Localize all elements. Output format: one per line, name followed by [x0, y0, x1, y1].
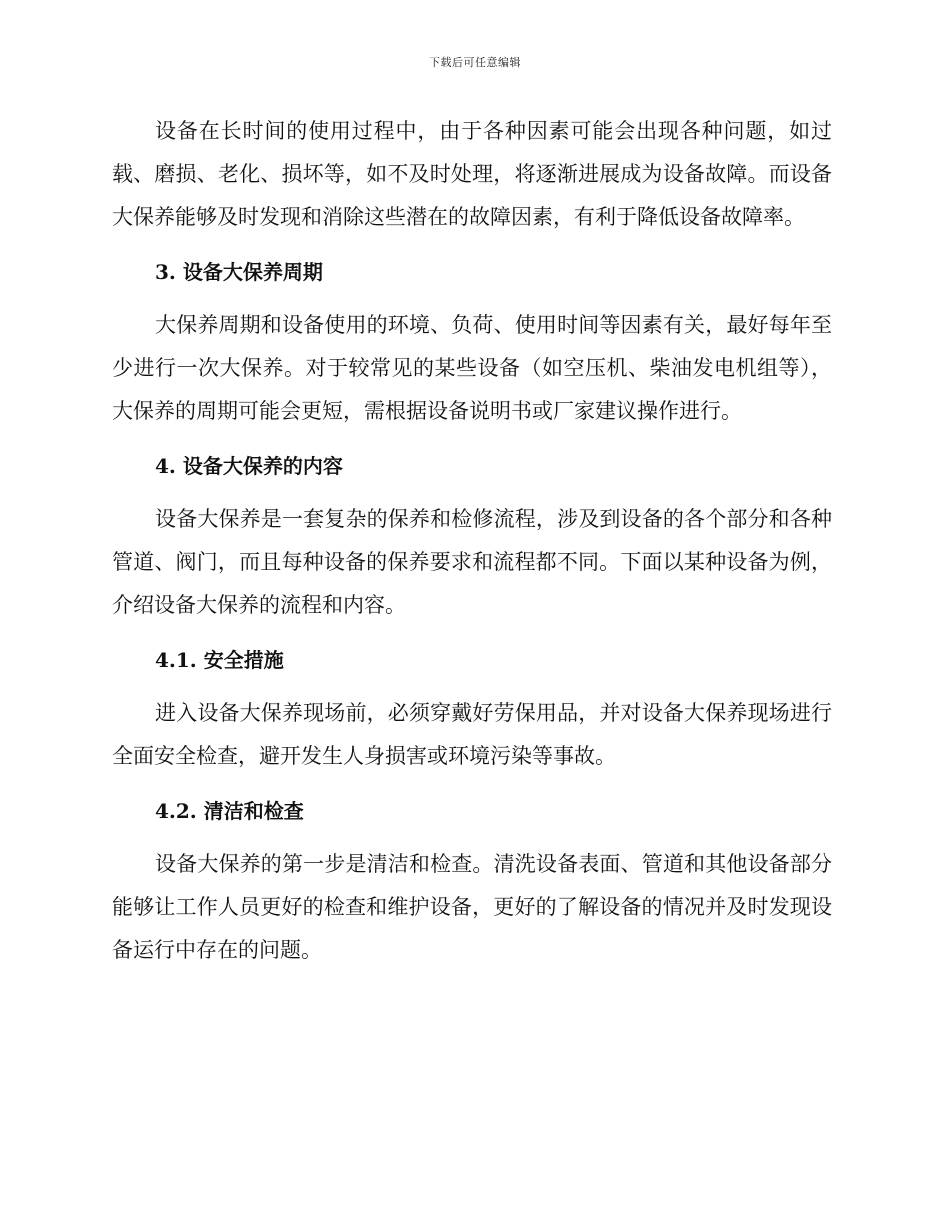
paragraph-maintenance-cycle: 大保养周期和设备使用的环境、负荷、使用时间等因素有关，最好每年至少进行一次大保养。对于较常见的某些设备（如空压机、柴油发电机组等），大保养的周期可能会更短，需根据设备说明书或厂家建议操作进行。	[112, 313, 832, 423]
heading-maintenance-cycle: 3. 设备大保养周期	[155, 260, 323, 284]
paragraph-failure-prevention: 设备在长时间的使用过程中，由于各种因素可能会出现各种问题，如过载、磨损、老化、损坏等，如不及时处理，将逐渐进展成为设备故障。而设备大保养能够及时发现和消除这些潜在的故障因素，有利于降低设备故障率。	[112, 119, 832, 229]
heading-safety-measures: 4.1. 安全措施	[155, 648, 284, 672]
heading-cleaning-inspection: 4.2. 清洁和检查	[155, 799, 304, 823]
document-body	[112, 110, 832, 972]
paragraph-maintenance-content: 设备大保养是一套复杂的保养和检修流程，涉及到设备的各个部分和各种管道、阀门，而且每种设备的保养要求和流程都不同。下面以某种设备为例，介绍设备大保养的流程和内容。	[112, 507, 832, 617]
paragraph-safety-measures: 进入设备大保养现场前，必须穿戴好劳保用品，并对设备大保养现场进行全面安全检查，避开发生人身损害或环境污染等事故。	[112, 701, 832, 768]
header-note: 下载后可任意编辑	[429, 56, 521, 69]
paragraph-cleaning-inspection: 设备大保养的第一步是清洁和检查。清洗设备表面、管道和其他设备部分能够让工作人员更好的检查和维护设备，更好的了解设备的情况并及时发现设备运行中存在的问题。	[112, 852, 832, 962]
heading-maintenance-content: 4. 设备大保养的内容	[155, 454, 343, 478]
